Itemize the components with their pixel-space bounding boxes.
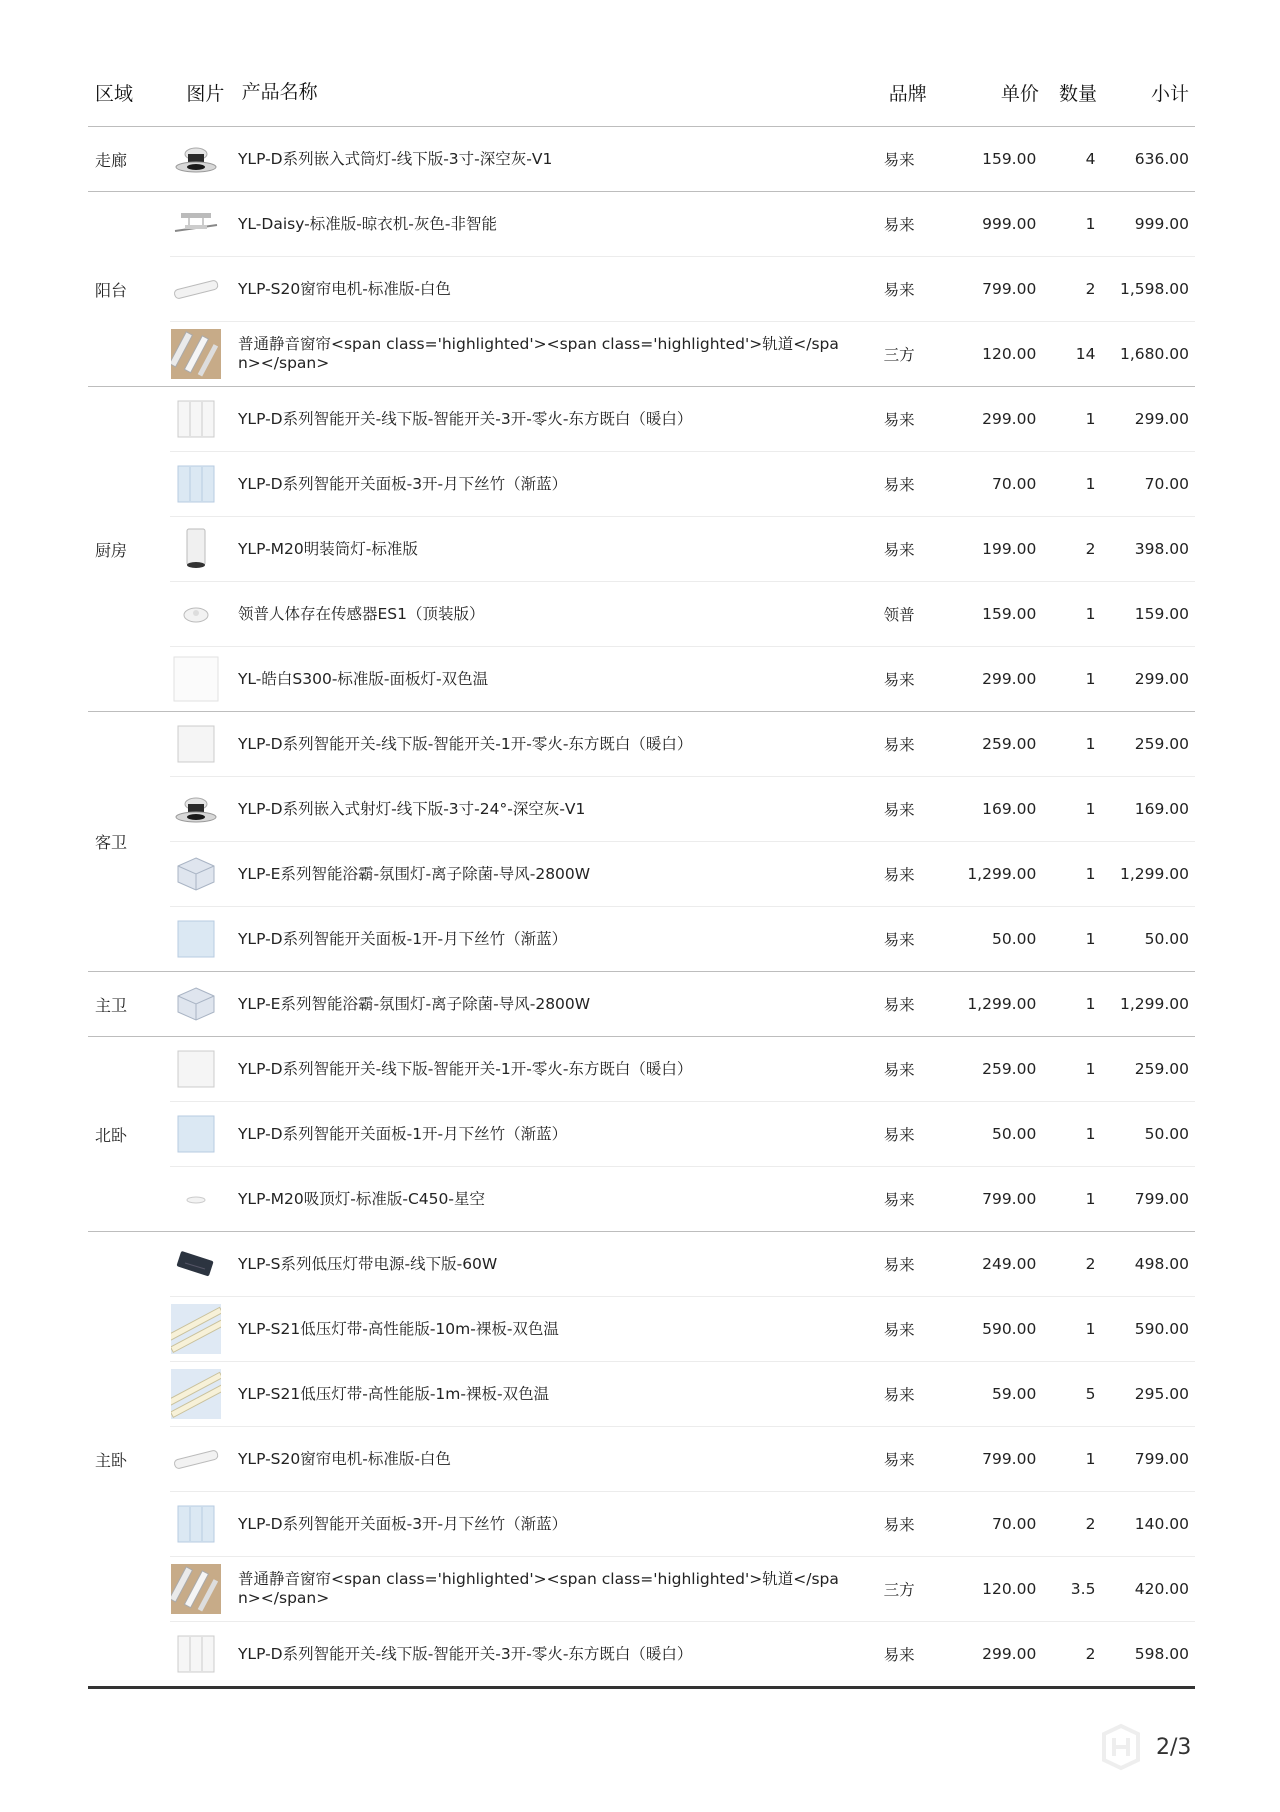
- zone-label: 客卫: [95, 833, 128, 852]
- header-subtotal: 小计: [1151, 82, 1190, 105]
- table-row: [170, 647, 1195, 711]
- drying-rack-icon: [170, 198, 222, 250]
- quantity: 2: [1085, 1255, 1096, 1273]
- unit-price: 159.00: [982, 150, 1037, 168]
- ceiling-light-icon: [170, 1173, 222, 1225]
- subtotal: 799.00: [1134, 1450, 1190, 1468]
- product-image: [170, 653, 238, 705]
- product-image: [170, 393, 238, 445]
- brand: 易来: [883, 996, 915, 1014]
- table-row: [170, 452, 1195, 517]
- power-supply-icon: [170, 1238, 222, 1290]
- brand: 易来: [883, 541, 915, 559]
- zone-group: [88, 1232, 1195, 1689]
- product-image: [170, 783, 238, 835]
- subtotal: 1,299.00: [1119, 995, 1190, 1013]
- table-row: [170, 1037, 1195, 1102]
- product-image: [170, 718, 238, 770]
- table-row: [170, 582, 1195, 647]
- zone-label: 主卫: [95, 995, 128, 1015]
- product-image: [170, 978, 238, 1030]
- product-name: 普通静音窗帘<span class='highlighted'><span class='highlighted'>轨道</span></span>: [237, 1570, 839, 1607]
- product-table: [88, 58, 1195, 1689]
- product-name: YLP-D系列智能开关面板-3开-月下丝竹（渐蓝）: [237, 1514, 568, 1533]
- unit-price: 120.00: [982, 345, 1037, 363]
- brand: 三方: [883, 346, 915, 364]
- subtotal: 259.00: [1134, 1060, 1190, 1078]
- quantity: 1: [1085, 1060, 1096, 1078]
- brand: 易来: [883, 801, 915, 819]
- product-image: [170, 1368, 238, 1420]
- table-row: [170, 322, 1195, 386]
- product-image: [170, 198, 238, 250]
- unit-price: 169.00: [982, 800, 1037, 818]
- subtotal: 169.00: [1134, 800, 1190, 818]
- brand: 易来: [883, 1061, 915, 1079]
- product-name: YLP-D系列智能开关面板-1开-月下丝竹（渐蓝）: [237, 929, 568, 948]
- product-name: YLP-E系列智能浴霸-氛围灯-离子除菌-导风-2800W: [237, 994, 591, 1013]
- subtotal: 1,680.00: [1119, 345, 1190, 363]
- quantity: 1: [1085, 995, 1096, 1013]
- quantity: 1: [1085, 865, 1096, 883]
- product-name: YLP-D系列智能开关面板-3开-月下丝竹（渐蓝）: [237, 474, 568, 493]
- subtotal: 398.00: [1134, 540, 1190, 558]
- unit-price: 199.00: [982, 540, 1037, 558]
- quantity: 1: [1085, 1450, 1096, 1468]
- quantity: 2: [1085, 1515, 1096, 1533]
- light-strip-icon: [170, 1303, 222, 1355]
- quantity: 1: [1085, 800, 1096, 818]
- panel-3-blue-icon: [170, 1498, 222, 1550]
- table-body: [88, 127, 1195, 1689]
- unit-price: 259.00: [982, 735, 1037, 753]
- unit-price: 1,299.00: [967, 995, 1037, 1013]
- header-qty: 数量: [1058, 82, 1097, 105]
- quantity: 2: [1085, 540, 1096, 558]
- table-row: [170, 1492, 1195, 1557]
- switch-1-icon: [170, 1043, 222, 1095]
- unit-price: 259.00: [982, 1060, 1037, 1078]
- table-row: [170, 192, 1195, 257]
- switch-1-icon: [170, 718, 222, 770]
- header-brand: 品牌: [888, 82, 927, 105]
- product-name: 普通静音窗帘<span class='highlighted'><span class='highlighted'>轨道</span></span>: [237, 335, 839, 372]
- panel-light-icon: [170, 653, 222, 705]
- product-image: [170, 1563, 238, 1615]
- subtotal: 420.00: [1134, 1580, 1190, 1598]
- product-image: [170, 1173, 238, 1225]
- subtotal: 1,598.00: [1119, 280, 1190, 298]
- quantity: 14: [1075, 345, 1096, 363]
- product-image: [170, 523, 238, 575]
- unit-price: 590.00: [982, 1320, 1037, 1338]
- quantity: 1: [1085, 930, 1096, 948]
- product-name: YLP-S20窗帘电机-标准版-白色: [237, 1449, 451, 1468]
- quantity: 4: [1085, 150, 1096, 168]
- brand: 易来: [883, 1386, 915, 1404]
- quantity: 2: [1085, 280, 1096, 298]
- subtotal: 299.00: [1134, 410, 1190, 428]
- brand: 易来: [883, 1191, 915, 1209]
- product-image: [170, 913, 238, 965]
- unit-price: 299.00: [982, 670, 1037, 688]
- unit-price: 299.00: [982, 1645, 1037, 1663]
- product-name: YLP-S21低压灯带-高性能版-10m-裸板-双色温: [237, 1319, 559, 1338]
- brand: 易来: [883, 931, 915, 949]
- unit-price: 799.00: [982, 280, 1037, 298]
- brand: 三方: [883, 1581, 915, 1599]
- brand: 领普: [883, 606, 915, 624]
- curtain-track-icon: [170, 1563, 222, 1615]
- product-image: [170, 1303, 238, 1355]
- quantity: 1: [1085, 670, 1096, 688]
- subtotal: 50.00: [1144, 1125, 1190, 1143]
- panel-1-blue-icon: [170, 913, 222, 965]
- quantity: 2: [1085, 1645, 1096, 1663]
- table-row: [170, 1167, 1195, 1231]
- brand: 易来: [883, 866, 915, 884]
- subtotal: 598.00: [1134, 1645, 1190, 1663]
- product-image: [170, 263, 238, 315]
- zone-label: 主卧: [95, 1450, 128, 1470]
- subtotal: 799.00: [1134, 1190, 1190, 1208]
- table-row: [170, 842, 1195, 907]
- quantity: 1: [1085, 475, 1096, 493]
- brand: 易来: [883, 1646, 915, 1664]
- product-name: YLP-D系列智能开关-线下版-智能开关-1开-零火-东方既白（暖白）: [237, 734, 693, 753]
- table-row: [170, 1557, 1195, 1622]
- unit-price: 799.00: [982, 1450, 1037, 1468]
- brand: 易来: [883, 476, 915, 494]
- brand: 易来: [883, 281, 915, 299]
- zone-label: 走廊: [95, 150, 128, 170]
- product-image: [170, 1108, 238, 1160]
- product-name: YLP-S21低压灯带-高性能版-1m-裸板-双色温: [237, 1384, 550, 1403]
- zone-group: [88, 192, 1195, 387]
- watermark-logo-icon: [1096, 1722, 1146, 1776]
- product-name: YLP-S系列低压灯带电源-线下版-60W: [237, 1254, 498, 1273]
- zone-group: [88, 972, 1195, 1037]
- curtain-track-icon: [170, 328, 222, 380]
- brand: 易来: [883, 1126, 915, 1144]
- table-row: [170, 1362, 1195, 1427]
- table-row: [170, 1102, 1195, 1167]
- table-row: [170, 777, 1195, 842]
- brand: 易来: [883, 1256, 915, 1274]
- product-image: [170, 848, 238, 900]
- subtotal: 295.00: [1134, 1385, 1190, 1403]
- table-row: [170, 127, 1195, 191]
- table-row: [170, 1622, 1195, 1686]
- bath-heater-icon: [170, 848, 222, 900]
- header-area: 区域: [95, 82, 134, 105]
- zone-group: [88, 127, 1195, 192]
- product-name: YL-皓白S300-标准版-面板灯-双色温: [237, 669, 489, 688]
- unit-price: 50.00: [991, 1125, 1037, 1143]
- product-image: [170, 328, 238, 380]
- product-name: YLP-S20窗帘电机-标准版-白色: [237, 279, 451, 298]
- product-name: YL-Daisy-标准版-晾衣机-灰色-非智能: [237, 214, 497, 233]
- spotlight-black-icon: [170, 783, 222, 835]
- product-name: 领普人体存在传感器ES1（顶装版）: [237, 604, 485, 623]
- quantity: 1: [1085, 215, 1096, 233]
- curtain-motor-icon: [170, 263, 222, 315]
- zone-group: [88, 1037, 1195, 1232]
- unit-price: 159.00: [982, 605, 1037, 623]
- table-row: [170, 1297, 1195, 1362]
- unit-price: 50.00: [991, 930, 1037, 948]
- subtotal: 159.00: [1134, 605, 1190, 623]
- zone-label: 阳台: [95, 280, 128, 300]
- surface-downlight-icon: [170, 523, 222, 575]
- quantity: 1: [1085, 735, 1096, 753]
- subtotal: 259.00: [1134, 735, 1190, 753]
- subtotal: 140.00: [1134, 1515, 1190, 1533]
- product-name: YLP-E系列智能浴霸-氛围灯-离子除菌-导风-2800W: [237, 864, 591, 883]
- table-row: [170, 1427, 1195, 1492]
- panel-3-blue-icon: [170, 458, 222, 510]
- product-name: YLP-D系列智能开关-线下版-智能开关-3开-零火-东方既白（暖白）: [237, 409, 693, 428]
- quantity: 1: [1085, 410, 1096, 428]
- product-image: [170, 1238, 238, 1290]
- product-name: YLP-D系列智能开关面板-1开-月下丝竹（渐蓝）: [237, 1124, 568, 1143]
- subtotal: 498.00: [1134, 1255, 1190, 1273]
- header-price: 单价: [1000, 82, 1039, 105]
- quantity: 1: [1085, 1125, 1096, 1143]
- subtotal: 590.00: [1134, 1320, 1190, 1338]
- quantity: 5: [1085, 1385, 1096, 1403]
- switch-3-icon: [170, 1628, 222, 1680]
- product-image: [170, 458, 238, 510]
- table-row: [170, 1232, 1195, 1297]
- product-image: [170, 588, 238, 640]
- zone-group: [88, 712, 1195, 972]
- subtotal: 70.00: [1144, 475, 1190, 493]
- brand: 易来: [883, 1321, 915, 1339]
- panel-1-blue-icon: [170, 1108, 222, 1160]
- curtain-motor-icon: [170, 1433, 222, 1485]
- quantity: 3.5: [1070, 1580, 1096, 1598]
- zone-label: 厨房: [95, 540, 128, 560]
- product-name: YLP-M20明装筒灯-标准版: [237, 539, 418, 558]
- zone-label: 北卧: [95, 1125, 128, 1145]
- unit-price: 299.00: [982, 410, 1037, 428]
- light-strip-icon: [170, 1368, 222, 1420]
- zone-group: [88, 387, 1195, 712]
- product-name: YLP-D系列智能开关-线下版-智能开关-1开-零火-东方既白（暖白）: [237, 1059, 693, 1078]
- brand: 易来: [883, 1451, 915, 1469]
- table-row: [170, 517, 1195, 582]
- table-row: [170, 972, 1195, 1036]
- brand: 易来: [883, 671, 915, 689]
- downlight-black-icon: [170, 133, 222, 185]
- header-image: 图片: [186, 82, 225, 105]
- subtotal: 50.00: [1144, 930, 1190, 948]
- quantity: 1: [1085, 1190, 1096, 1208]
- unit-price: 70.00: [991, 1515, 1037, 1533]
- table-row: [170, 712, 1195, 777]
- product-name: YLP-D系列智能开关-线下版-智能开关-3开-零火-东方既白（暖白）: [237, 1644, 693, 1663]
- unit-price: 249.00: [982, 1255, 1037, 1273]
- product-name: YLP-M20吸顶灯-标准版-C450-星空: [237, 1189, 485, 1208]
- unit-price: 1,299.00: [967, 865, 1037, 883]
- table-row: [170, 907, 1195, 971]
- product-image: [170, 1043, 238, 1095]
- page-number: 2/3: [1156, 1735, 1192, 1760]
- table-row: [170, 387, 1195, 452]
- header-name: 产品名称: [241, 80, 318, 103]
- table-header: [88, 58, 1195, 127]
- product-name: YLP-D系列嵌入式筒灯-线下版-3寸-深空灰-V1: [237, 149, 553, 168]
- quantity: 1: [1085, 605, 1096, 623]
- product-image: [170, 1628, 238, 1680]
- subtotal: 1,299.00: [1119, 865, 1190, 883]
- bath-heater-icon: [170, 978, 222, 1030]
- unit-price: 70.00: [991, 475, 1037, 493]
- quantity: 1: [1085, 1320, 1096, 1338]
- switch-3-icon: [170, 393, 222, 445]
- unit-price: 59.00: [991, 1385, 1037, 1403]
- product-image: [170, 133, 238, 185]
- unit-price: 120.00: [982, 1580, 1037, 1598]
- product-name: YLP-D系列嵌入式射灯-线下版-3寸-24°-深空灰-V1: [237, 799, 586, 818]
- subtotal: 999.00: [1134, 215, 1190, 233]
- subtotal: 299.00: [1134, 670, 1190, 688]
- subtotal: 636.00: [1134, 150, 1190, 168]
- brand: 易来: [883, 736, 915, 754]
- brand: 易来: [883, 151, 915, 169]
- presence-sensor-icon: [170, 588, 222, 640]
- brand: 易来: [883, 1516, 915, 1534]
- brand: 易来: [883, 216, 915, 234]
- unit-price: 999.00: [982, 215, 1037, 233]
- brand: 易来: [883, 411, 915, 429]
- table-row: [170, 257, 1195, 322]
- product-image: [170, 1498, 238, 1550]
- unit-price: 799.00: [982, 1190, 1037, 1208]
- product-image: [170, 1433, 238, 1485]
